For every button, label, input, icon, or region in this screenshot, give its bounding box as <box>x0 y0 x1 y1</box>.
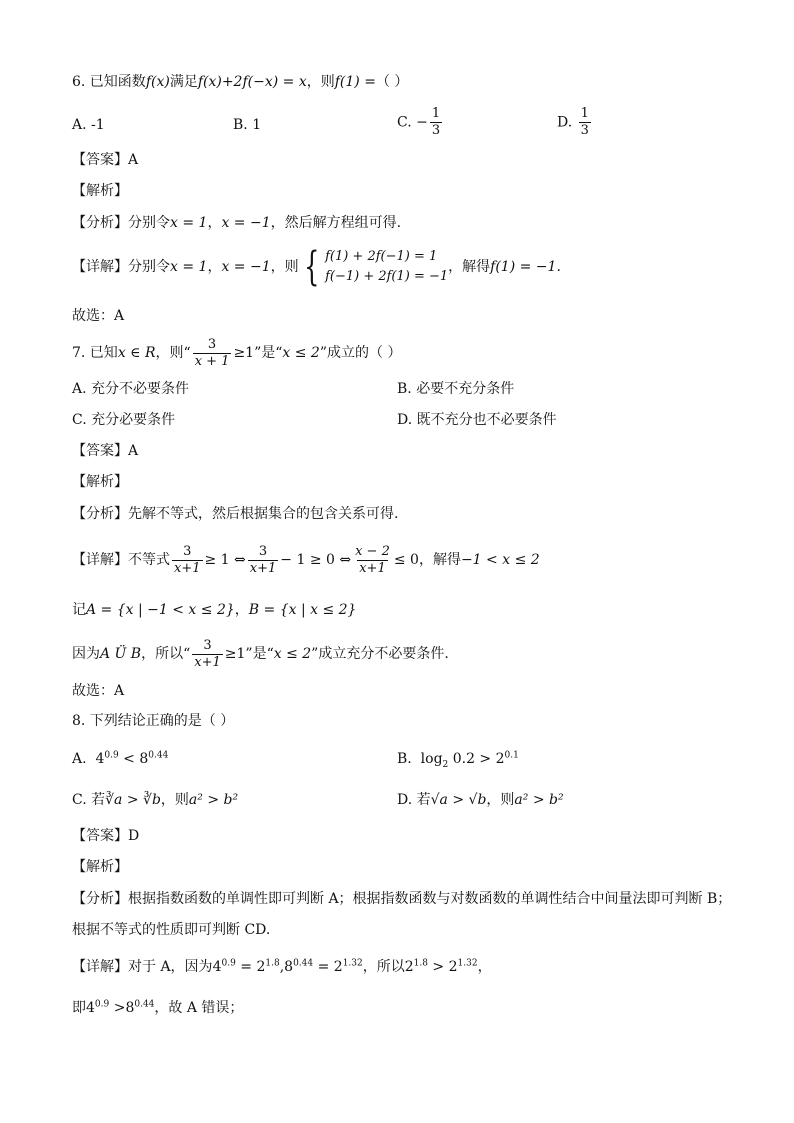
q6-system-eq2: f(−1) + 2f(1) = −1 <box>325 269 449 284</box>
q8-a-exp1: 0.9 <box>104 750 119 761</box>
q6-fenxi-x2: x = −1 <box>221 215 271 231</box>
q6-option-c-fraction <box>430 106 442 139</box>
q6-stem-comma: ，则 <box>306 74 335 90</box>
q6-equation: f(x)+2f(−x) = x <box>197 74 307 90</box>
q6-option-d-fraction <box>579 106 591 139</box>
q8-option-d-result: a² > b² <box>514 792 564 808</box>
q7-because-fraction <box>192 638 223 671</box>
q7-because-relation: A Ü B <box>100 646 142 662</box>
q8-b-base2: 2 <box>495 751 505 767</box>
q8-option-c <box>72 790 238 810</box>
q6-option-d-num: 1 <box>580 106 589 121</box>
q6-xiangjie-tag: 【详解】 <box>72 259 128 275</box>
q8-xj-eq2: = <box>313 959 334 975</box>
q8-a-base2: 8 <box>139 751 149 767</box>
q8-xj-e3: 0.44 <box>293 958 314 969</box>
q6-fx: f(x) <box>145 74 170 90</box>
q8-b-sub: 2 <box>442 759 449 770</box>
q8-a-base1: 4 <box>95 751 105 767</box>
q7-answer <box>72 441 754 461</box>
q8-option-c-expr: ∛a > ∛b <box>105 792 161 808</box>
q7-stem-num: 3 <box>207 336 217 352</box>
q7-fraction-1-num: 3 <box>183 543 192 559</box>
q7-because-x2: x ≤ 2 <box>273 646 312 662</box>
q7-because-prefix: 因为 <box>72 646 100 662</box>
q6-stem-mid: 满足 <box>169 74 198 90</box>
q6-xiangjie <box>72 244 754 290</box>
q7-xiangjie-tag: 【详解】 <box>72 552 128 568</box>
q6-option-c-den: 3 <box>431 123 441 138</box>
q8-b-exp2: 0.1 <box>504 750 519 761</box>
q8-option-d-expr: √a > √b <box>430 792 487 808</box>
q8-xj-b3: 8 <box>284 959 294 975</box>
q8-xj-e2: 1.8 <box>265 958 280 969</box>
q8-stem: 8. 下列结论正确的是（ ） <box>72 713 235 729</box>
q7-option-c: C. 充分必要条件 <box>72 412 176 428</box>
q7-because-mid: ，所以“ <box>141 646 191 662</box>
q8-last-tail: ，故 A 错误； <box>154 1000 244 1016</box>
q6-option-a: A. -1 <box>72 117 105 133</box>
q6-fenxi-sep: ， <box>207 215 222 231</box>
q7-option-d: D. 既不充分也不必要条件 <box>397 412 557 428</box>
q7-fraction-3-num: x − 2 <box>355 543 390 559</box>
q6-stem <box>72 72 754 92</box>
q6-target: f(1) = <box>334 74 376 90</box>
q8-xiangjie-tag: 【详解】 <box>72 959 128 975</box>
q6-equation-system <box>299 244 449 290</box>
q6-fenxi-text1: 分别令 <box>128 215 170 231</box>
q7-stem-prefix: 7. 已知 <box>72 345 118 361</box>
q7-because-den: x+1 <box>194 654 221 670</box>
q6-option-d-den: 3 <box>580 123 589 138</box>
q8-fenxi-line2: 根据不等式的性质即可判断 CD. <box>72 922 271 938</box>
q8-xj-so: ，所以 <box>362 959 405 975</box>
q7-because-num: 3 <box>203 637 212 653</box>
q6-xiangjie-x1: x = 1 <box>170 259 208 275</box>
q7-stem-tail: ”成立的（ ） <box>319 345 402 361</box>
q7-xiangjie <box>72 540 754 580</box>
q8-xj-eq1: = <box>235 959 257 975</box>
q6-xiangjie-x2: x = −1 <box>221 259 271 275</box>
q6-system-eq1: f(1) + 2f(−1) = 1 <box>325 249 438 264</box>
q6-paren: （ ） <box>375 74 409 90</box>
q8-last-b1: 4 <box>86 1000 95 1016</box>
q7-xiangjie-text1: 不等式 <box>128 552 170 568</box>
q6-answer-value: A <box>128 152 139 168</box>
q6-option-b: B. 1 <box>233 117 262 133</box>
q7-fraction-1 <box>172 544 203 577</box>
q7-stem-fraction <box>193 337 232 370</box>
q8-last-gt: > <box>109 1000 126 1016</box>
q8-xj-e4: 1.32 <box>342 958 363 969</box>
q7-xiangjie-ge1: ≥ 1 ⇔ <box>204 552 246 568</box>
q8-xj-end: ， <box>477 959 492 975</box>
q7-fenxi <box>72 504 754 524</box>
q8-answer-tag: 【答案】 <box>72 828 128 844</box>
q8-option-d-label: D. 若 <box>397 792 431 808</box>
q7-result: −1 < x ≤ 2 <box>460 552 540 568</box>
q8-b-arg: 0.2 > <box>448 751 496 767</box>
q6-xiangjie-then: ，则 <box>270 259 299 275</box>
q7-because <box>72 634 754 674</box>
q7-fraction-1-den: x+1 <box>174 560 201 576</box>
q6-result: f(1) = −1. <box>490 259 561 275</box>
q8-xj-b6: 2 <box>448 959 458 975</box>
q8-a-exp2: 0.44 <box>148 750 169 761</box>
q7-set-a: A = {x | −1 < x ≤ 2} <box>86 602 235 618</box>
q6-fenxi-x1: x = 1 <box>170 215 208 231</box>
q8-fenxi-text1: 根据指数函数的单调性即可判断 A；根据指数函数与对数函数的单调性结合中间量法即可判断 B； <box>128 891 732 907</box>
q6-analysis-tag: 【解析】 <box>72 183 128 199</box>
q8-xj-b2: 2 <box>256 959 266 975</box>
q7-because-tail: ”成立充分不必要条件. <box>311 646 449 662</box>
q8-xj-b1: 4 <box>212 959 222 975</box>
q6-xiangjie-sep: ， <box>207 259 222 275</box>
q8-analysis-tag: 【解析】 <box>72 859 128 875</box>
q8-option-a <box>72 749 168 769</box>
q8-xj-comma: , <box>279 959 285 975</box>
q8-a-op: < <box>118 751 140 767</box>
q8-option-c-then: ，则 <box>160 792 189 808</box>
q7-answer-tag: 【答案】 <box>72 443 128 459</box>
q8-xiangjie <box>72 957 754 977</box>
q6-answer-tag: 【答案】 <box>72 152 128 168</box>
q6-option-c-num: 1 <box>431 106 441 121</box>
q8-option-d-then: ，则 <box>486 792 515 808</box>
q7-set-prefix: 记 <box>72 602 86 618</box>
q7-choose: 故选：A <box>72 683 125 699</box>
q8-option-b <box>397 749 519 769</box>
q8-xiangjie-text1: 对于 A，因为 <box>128 959 213 975</box>
q7-xiangjie-le0: ≤ 0 <box>393 552 419 568</box>
q7-result-prefix: ，解得 <box>418 552 461 568</box>
q6-stem-prefix: 6. 已知函数 <box>72 74 146 90</box>
q7-set-line <box>72 600 754 620</box>
q8-xj-b4: 2 <box>333 959 343 975</box>
q7-condition: x ∈ R <box>117 345 156 361</box>
q8-xj-e1: 0.9 <box>221 958 236 969</box>
q7-fraction-3-den: x+1 <box>359 560 386 576</box>
q7-set-b: B = {x | x ≤ 2} <box>248 602 357 618</box>
q7-stem-den: x + 1 <box>194 353 230 369</box>
q8-option-b-label: B. <box>397 751 412 767</box>
q7-fraction-2-num: 3 <box>258 543 268 559</box>
q7-fenxi-tag: 【分析】 <box>72 506 128 522</box>
q7-because-ge: ≥1”是“ <box>224 646 274 662</box>
q8-xj-b5: 2 <box>404 959 414 975</box>
q8-last-e1: 0.9 <box>94 999 110 1010</box>
q6-fenxi-tag: 【分析】 <box>72 215 128 231</box>
q6-option-d <box>557 106 593 139</box>
q7-fenxi-text: 先解不等式，然后根据集合的包含关系可得. <box>128 506 399 522</box>
q8-option-a-label: A. <box>72 751 87 767</box>
q6-result-prefix: ，解得 <box>448 259 491 275</box>
q7-option-a: A. 充分不必要条件 <box>72 381 190 397</box>
q7-fraction-3 <box>353 544 392 577</box>
q8-xj-gt: > <box>427 959 449 975</box>
q8-fenxi-line1 <box>72 889 754 909</box>
q8-last-prefix: 即 <box>72 1000 86 1016</box>
q6-option-c <box>397 106 444 139</box>
q7-stem-ge: ≥1”是“ <box>233 345 283 361</box>
q6-option-c-label: C. − <box>397 114 428 131</box>
q8-answer-value: D <box>128 828 140 844</box>
q7-stem-then: ，则“ <box>155 345 191 361</box>
q7-stem <box>72 333 754 373</box>
q8-xj-e6: 1.32 <box>457 958 478 969</box>
q8-fenxi-tag: 【分析】 <box>72 891 128 907</box>
q6-choose: 故选：A <box>72 308 125 324</box>
q6-answer <box>72 150 754 170</box>
q7-answer-value: A <box>128 443 139 459</box>
q8-answer <box>72 826 754 846</box>
q8-option-c-result: a² > b² <box>188 792 239 808</box>
q7-option-b: B. 必要不充分条件 <box>397 381 515 397</box>
q7-xiangjie-m1: − 1 ≥ 0 ⇔ <box>280 552 352 568</box>
q8-option-d <box>397 790 564 810</box>
left-brace-icon: { <box>303 244 319 290</box>
q7-analysis-tag: 【解析】 <box>72 474 128 490</box>
q7-stem-x2: x ≤ 2 <box>282 345 320 361</box>
q8-xj-e5: 1.8 <box>413 958 428 969</box>
q8-last-b2: 8 <box>125 1000 135 1016</box>
q8-last-e2: 0.44 <box>134 999 155 1010</box>
q6-fenxi <box>72 213 754 233</box>
q7-fraction-2 <box>248 544 279 577</box>
q6-option-d-label: D. <box>557 114 573 131</box>
q6-fenxi-text2: ，然后解方程组可得. <box>270 215 402 231</box>
q7-fraction-2-den: x+1 <box>249 560 277 576</box>
q8-option-c-label: C. 若 <box>72 792 106 808</box>
q8-b-log: log <box>420 751 443 767</box>
q8-conclusion <box>72 998 754 1018</box>
q7-set-sep: ， <box>234 602 249 618</box>
q6-xiangjie-text1: 分别令 <box>128 259 170 275</box>
